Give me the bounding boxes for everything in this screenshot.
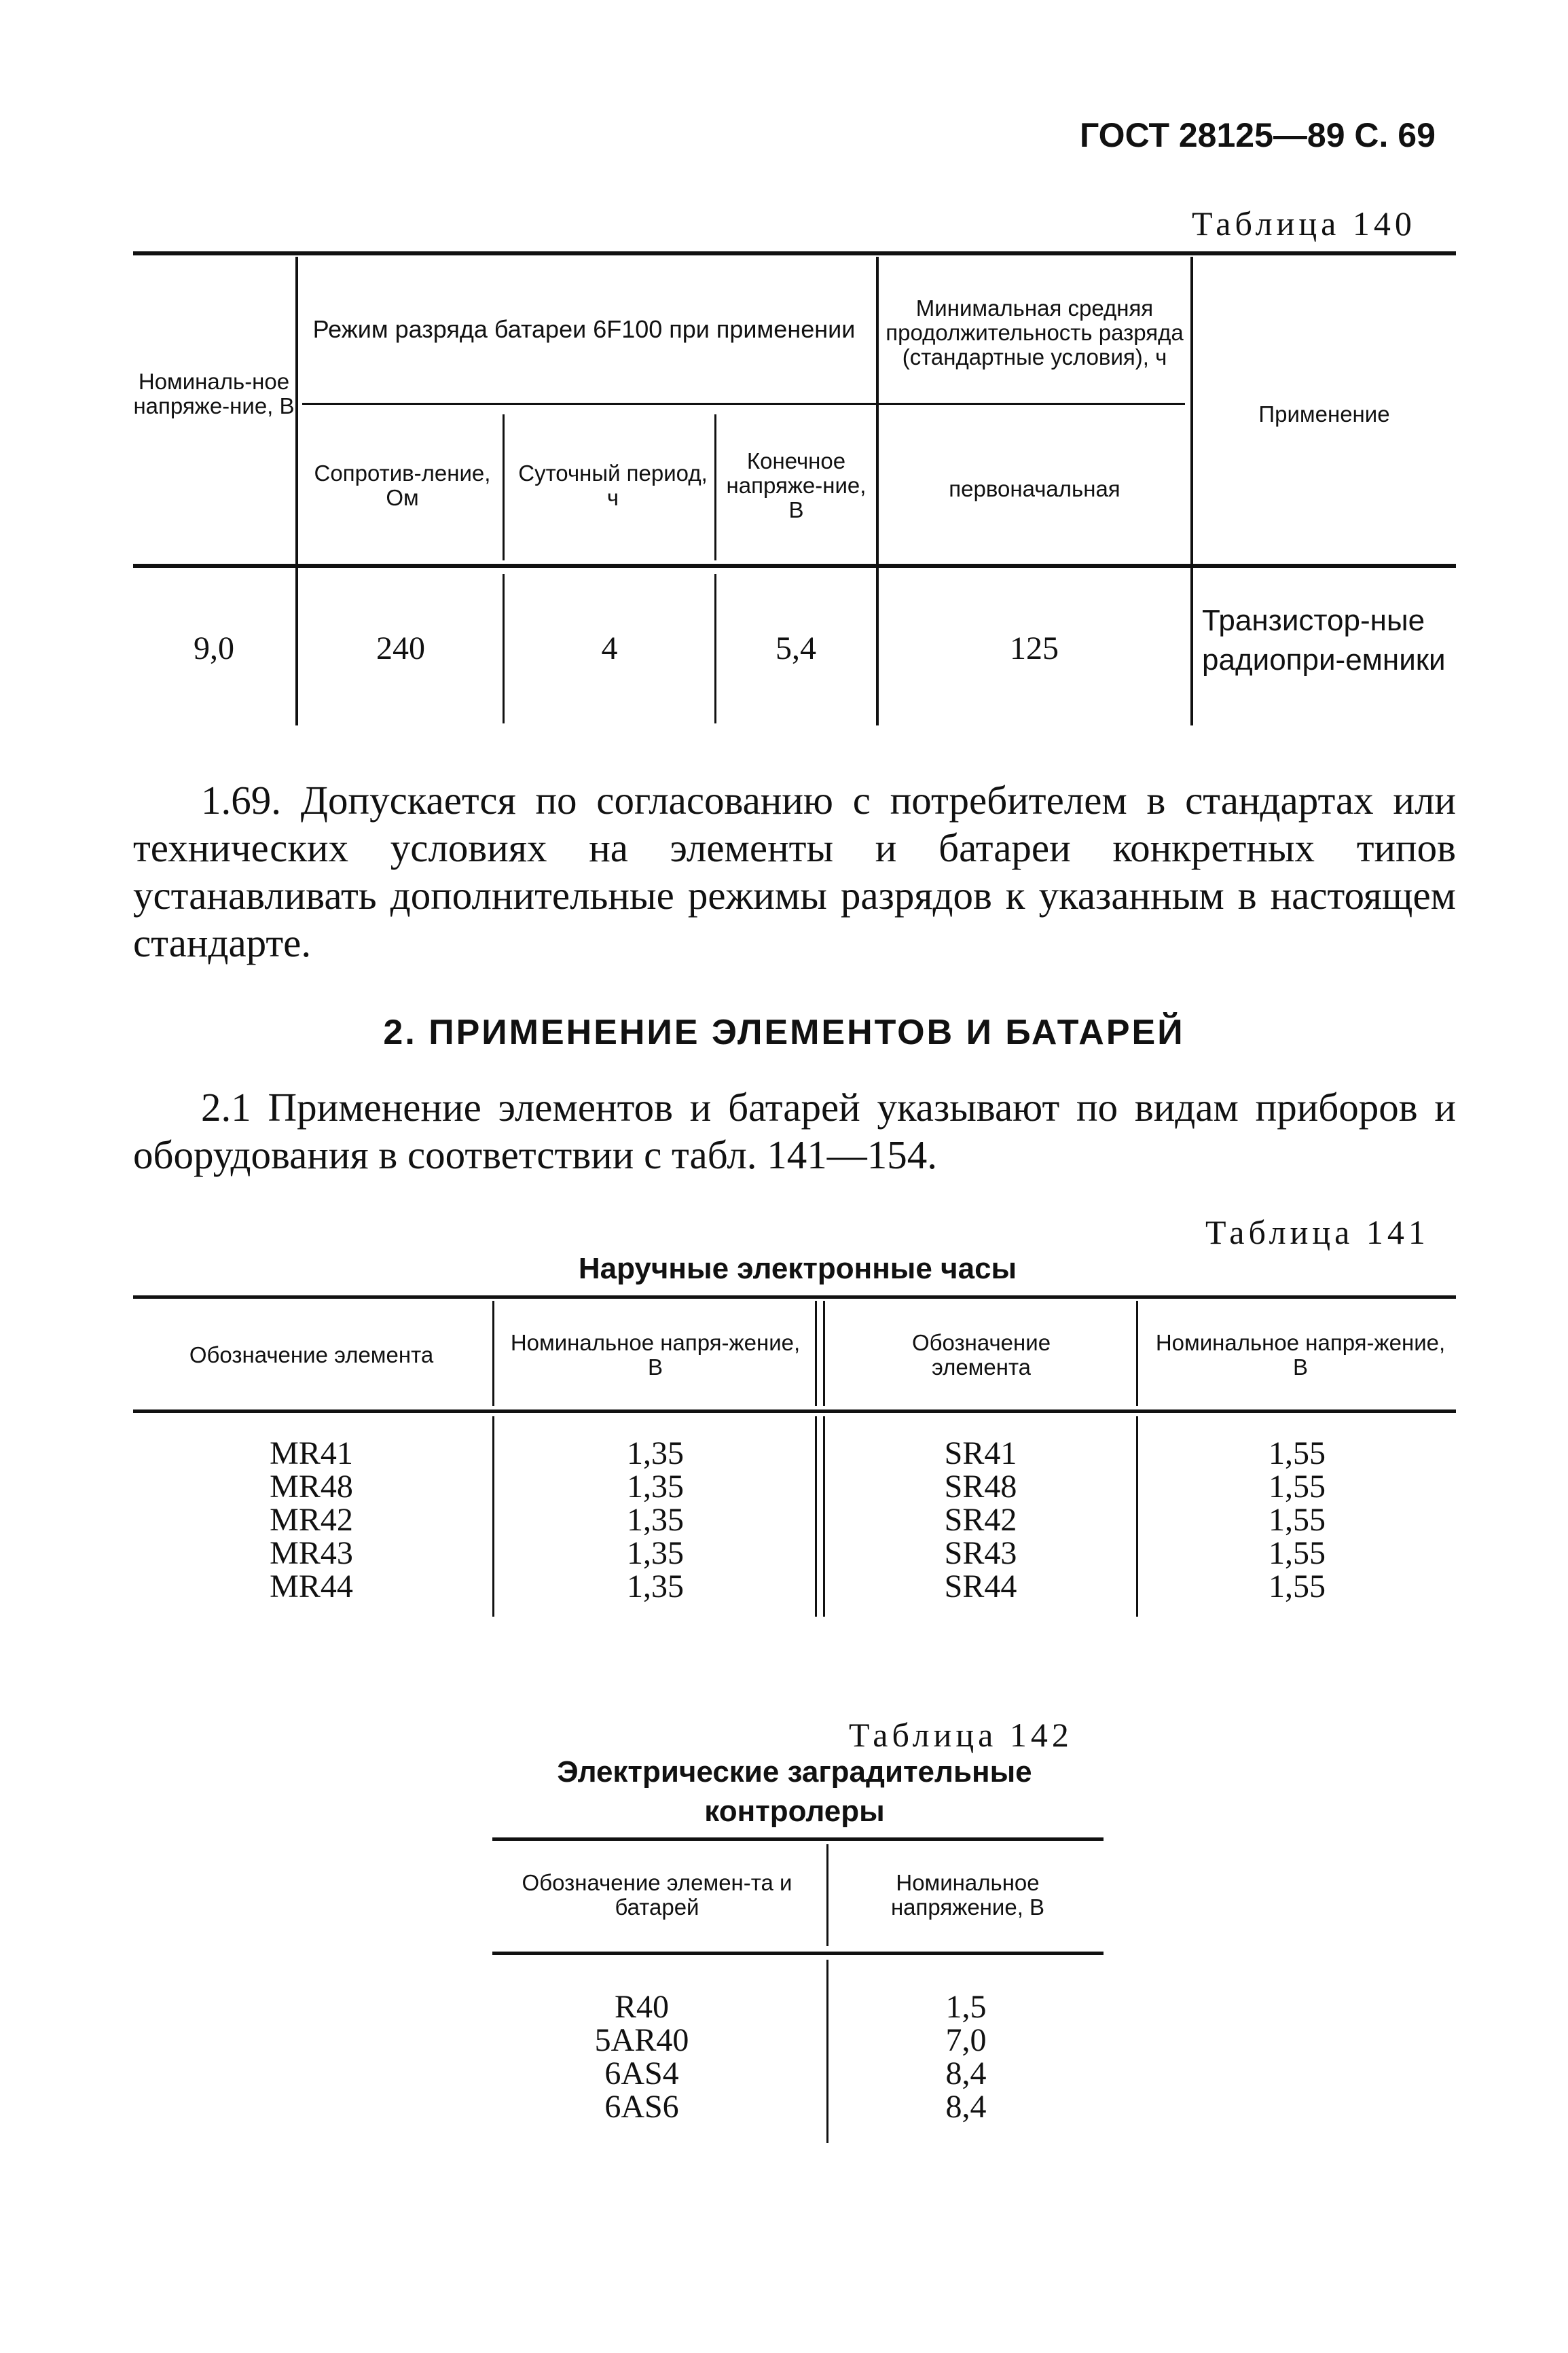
t140-header-min-duration: Минимальная средняя продолжительность разряда (стандартные условия), ч — [886, 295, 1184, 370]
paragraph-1-69: 1.69. Допускается по согласованию с потребителем в стандартах или технических условиях на элементы и батареи конкретных типов устанавливать дополнительные режимы разрядов к указанным в настоящем стандарте. — [133, 778, 1456, 965]
table-142-caption: Таблица 142 — [849, 1716, 1073, 1754]
table-row: 1,35 — [627, 1435, 684, 1471]
table-row: 1,5 — [945, 1989, 987, 2025]
t140-row-resistance: 240 — [376, 630, 425, 666]
paragraph-2-1: 2.1 Применение элементов и батарей указывают по видам приборов и оборудования в соответствии с табл. 141—154. — [133, 1085, 1456, 1177]
t141-col-designation-1 — [133, 1437, 490, 1603]
t140-header-mode: Режим разряда батареи 6F100 при применении — [312, 315, 856, 344]
table-row: 1,35 — [627, 1535, 684, 1571]
table-141-caption: Таблица 141 — [1205, 1213, 1429, 1251]
table-row: 1,35 — [627, 1568, 684, 1604]
t140-header-end-voltage: Конечное напряже-ние, В — [726, 448, 867, 523]
section-2-title: 2. ПРИМЕНЕНИЕ ЭЛЕМЕНТОВ И БАТАРЕЙ — [383, 1013, 1185, 1052]
table-row: 1,35 — [627, 1502, 684, 1538]
t140-row-voltage: 9,0 — [194, 630, 234, 666]
t140-header-initial: первоначальная — [949, 475, 1120, 501]
t140-row-period: 4 — [601, 630, 618, 666]
t142-col-designation — [492, 1990, 791, 2123]
table-row: SR41 — [944, 1435, 1017, 1471]
table-row: 1,35 — [627, 1469, 684, 1505]
table-row: 1,55 — [1269, 1568, 1326, 1604]
t141-col-voltage-2 — [1138, 1437, 1456, 1603]
t140-row-end-voltage: 5,4 — [776, 630, 816, 666]
t140-header-period: Суточный период, ч — [518, 460, 708, 510]
t142-col-voltage — [828, 1990, 1104, 2123]
table-row: 1,55 — [1269, 1535, 1326, 1571]
page-header: ГОСТ 28125—89 С. 69 — [1080, 116, 1436, 154]
t141-header-voltage-2: Номинальное напря-жение, В — [1155, 1329, 1446, 1380]
table-row: 8,4 — [945, 2055, 987, 2091]
table-row: R40 — [614, 1989, 669, 2025]
table-row: SR43 — [944, 1535, 1017, 1571]
t140-header-application: Применение — [1258, 401, 1390, 427]
table-row: MR43 — [270, 1535, 353, 1571]
t142-header-designation: Обозначение элемен-та и батарей — [522, 1869, 792, 1920]
t141-header-designation-2: Обозначение элемента — [911, 1329, 1051, 1380]
table-row: MR41 — [270, 1435, 353, 1471]
t141-col-voltage-1 — [496, 1437, 815, 1603]
table-142-title: Электрические заградительные контролеры — [557, 1755, 1032, 1828]
t140-row-initial: 125 — [1010, 630, 1059, 666]
t140-row-application: Транзистор-ные радиопри-емники — [1202, 604, 1446, 677]
table-141-title: Наручные электронные часы — [578, 1252, 1017, 1285]
table-row: SR44 — [944, 1568, 1017, 1604]
table-140-caption: Таблица 140 — [1192, 204, 1416, 243]
table-row: 1,55 — [1269, 1435, 1326, 1471]
t140-header-voltage: Номиналь-ное напряже-ние, В — [133, 368, 295, 418]
table-row: 1,55 — [1269, 1502, 1326, 1538]
table-row: 1,55 — [1269, 1469, 1326, 1505]
table-row: 7,0 — [945, 2022, 987, 2058]
t141-header-designation-1: Обозначение элемента — [189, 1342, 434, 1367]
table-row: MR44 — [270, 1568, 353, 1604]
t142-header-voltage: Номинальное напряжение, В — [890, 1869, 1045, 1920]
table-row: SR48 — [944, 1469, 1017, 1505]
table-row: MR42 — [270, 1502, 353, 1538]
table-row: 5AR40 — [594, 2022, 689, 2058]
t141-col-designation-2 — [825, 1437, 1136, 1603]
table-row: 6AS4 — [604, 2055, 679, 2091]
t141-header-voltage-1: Номинальное напря-жение, В — [510, 1329, 801, 1380]
t140-header-resistance: Сопротив-ление, Ом — [314, 460, 491, 510]
table-row: 8,4 — [945, 2089, 987, 2125]
table-row: MR48 — [270, 1469, 353, 1505]
table-row: 6AS6 — [604, 2089, 679, 2125]
table-row: SR42 — [944, 1502, 1017, 1538]
